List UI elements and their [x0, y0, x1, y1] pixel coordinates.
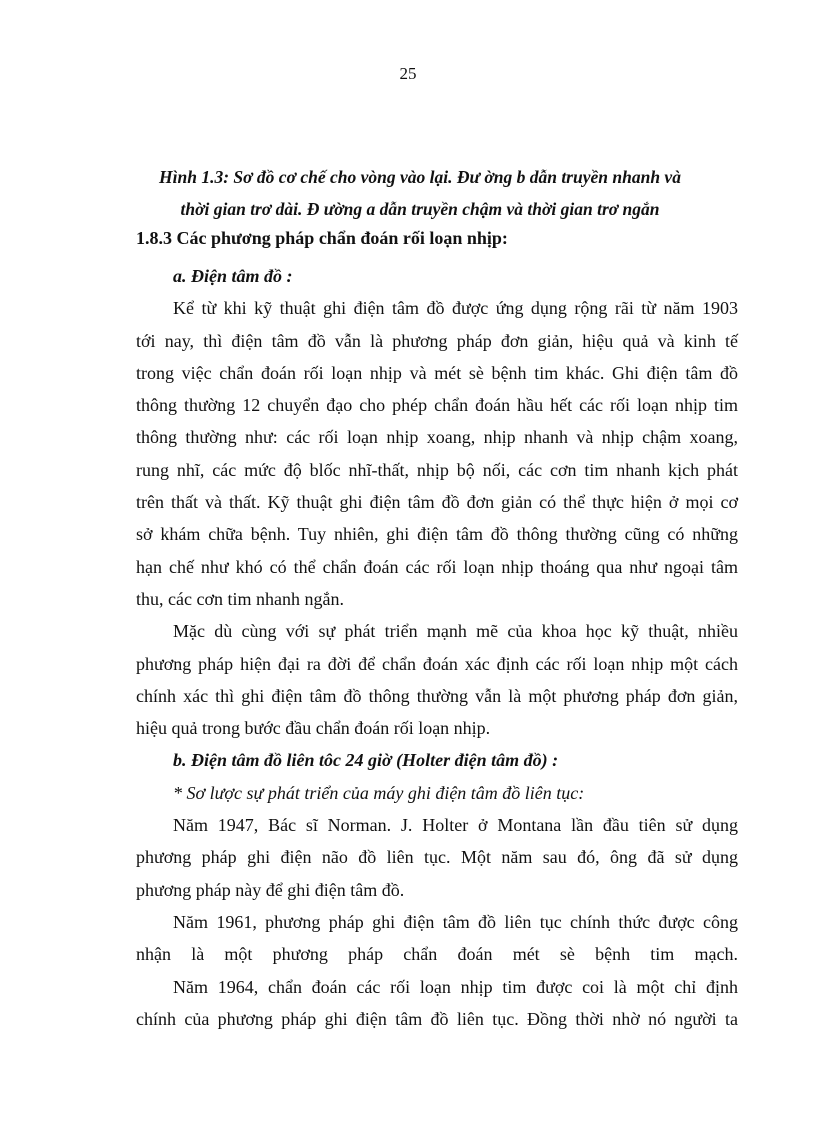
- body-line: * Sơ lược sự phát triển của máy ghi điện tâm đồ liên tục:: [173, 782, 585, 803]
- body-line: chính của phương pháp ghi điện tâm đồ liên tục. Đồng thời nhờ nó người ta: [136, 1008, 738, 1029]
- body-line: chính xác thì ghi điện tâm đồ thông thường vẫn là một phương pháp đơn giản,: [136, 685, 738, 706]
- body-text: [136, 260, 738, 1035]
- section-heading: 1.8.3 Các phương pháp chẩn đoán rối loạn nhịp:: [136, 228, 508, 248]
- body-line: phương pháp hiện đại ra đời để chẩn đoán xác định các rối loạn nhịp một cách: [136, 653, 738, 674]
- page-number: 25: [399, 64, 417, 83]
- body-line: hiệu quả trong bước đầu chẩn đoán rối loạn nhịp.: [136, 718, 491, 739]
- body-line: rung nhĩ, các mức độ blốc nhĩ-thất, nhịp bộ nối, các cơn tim nhanh kịch phát: [136, 459, 738, 480]
- caption-line-2: thời gian trơ dài. Đ ường a dẫn truyền chậm và thời gian trơ ngắn: [180, 199, 660, 219]
- body-line: Năm 1947, Bác sĩ Norman. J. Holter ở Montana lần đầu tiên sử dụng: [173, 815, 738, 836]
- subsection-heading: b. Điện tâm đồ liên tôc 24 giờ (Holter điện tâm đồ) :: [173, 750, 559, 771]
- body-line: thông thường như: các rối loạn nhịp xoang, nhịp nhanh và nhịp chậm xoang,: [136, 427, 738, 448]
- caption-line-1: Hình 1.3: Sơ đồ cơ chế cho vòng vào lại. Đư ờng b dẫn truyền nhanh và: [159, 167, 681, 187]
- body-line: thu, các cơn tim nhanh ngắn.: [136, 588, 344, 609]
- body-line: hạn chế như khó có thể chẩn đoán các rối loạn nhịp thoáng qua như ngoại tâm: [136, 556, 738, 577]
- body-line: phương pháp ghi điện não đồ liên tục. Một năm sau đó, ông đã sử dụng: [136, 847, 738, 868]
- subsection-heading: a. Điện tâm đồ :: [173, 266, 293, 286]
- body-line: Mặc dù cùng với sự phát triển mạnh mẽ của khoa học kỹ thuật, nhiều: [173, 621, 738, 642]
- body-line: Kể từ khi kỹ thuật ghi điện tâm đồ được ứng dụng rộng rãi từ năm 1903: [173, 298, 738, 319]
- body-line: tới nay, thì điện tâm đồ vẫn là phương pháp đơn giản, hiệu quả và kinh tế: [136, 330, 738, 351]
- body-line: Năm 1964, chẩn đoán các rối loạn nhịp tim được coi là một chỉ định: [173, 976, 738, 997]
- body-line: thông thường 12 chuyển đạo cho phép chẩn đoán hầu hết các rối loạn nhịp tim: [136, 395, 738, 416]
- body-line: Năm 1961, phương pháp ghi điện tâm đồ liên tục chính thức được công: [173, 911, 738, 932]
- body-line: nhận là một phương pháp chẩn đoán mét sè bệnh tim mạch.: [136, 944, 738, 965]
- body-line: phương pháp này để ghi điện tâm đồ.: [136, 879, 405, 900]
- body-line: sở khám chữa bệnh. Tuy nhiên, ghi điện tâm đồ thông thường cũng có những: [136, 524, 738, 545]
- figure-caption: [130, 161, 710, 225]
- body-line: trong việc chẩn đoán rối loạn nhịp và mét sè bệnh tim khác. Ghi điện tâm đồ: [136, 362, 738, 383]
- body-line: trên thất và thất. Kỹ thuật ghi điện tâm đồ đơn giản có thể thực hiện ở mọi cơ: [136, 492, 738, 513]
